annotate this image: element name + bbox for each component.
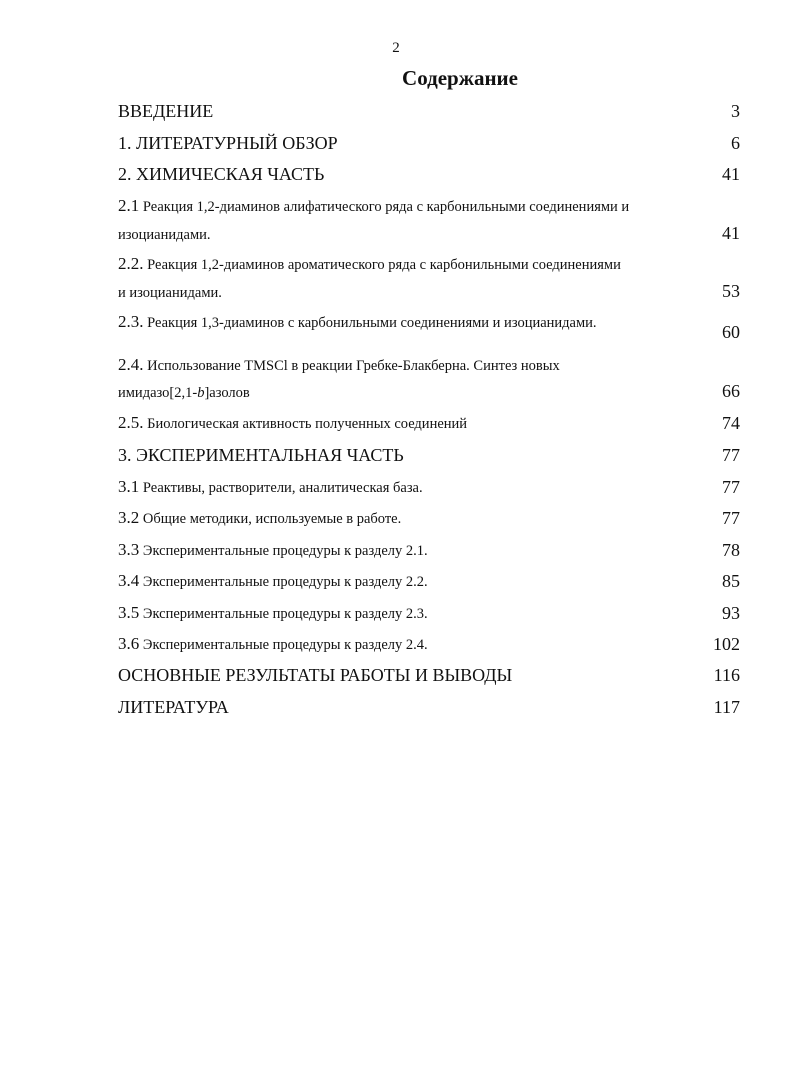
toc-entry-prefix: 3.5	[118, 603, 140, 622]
toc-entry-title-line-1	[118, 254, 621, 274]
toc-entry-page: 41	[722, 223, 740, 243]
toc-entry-title: 3. ЭКСПЕРИМЕНТАЛЬНАЯ ЧАСТЬ	[118, 445, 404, 465]
toc-entry-text: Общие методики, используемые в работе.	[139, 511, 402, 527]
toc-entry-text: Биологическая активность полученных соединений	[143, 416, 468, 432]
toc-entry-prefix: 2.1	[118, 196, 140, 215]
toc-entry-text: Реакция 1,2-диаминов ароматического ряда с карбонильными соединениями	[143, 257, 621, 273]
toc-entry-title-line-2: изоцианидами.	[118, 227, 211, 243]
toc-entry-prefix: 2.3.	[118, 312, 144, 331]
toc-entry-prefix: 3.3	[118, 540, 140, 559]
toc-entry-page: 78	[722, 540, 740, 560]
toc-entry-title-line-1	[118, 540, 428, 560]
toc-entry-title-line-1	[118, 571, 428, 591]
toc-entry-title-line-1	[118, 196, 629, 216]
toc-entry-page: 102	[713, 634, 740, 654]
toc-entry-title: 2. ХИМИЧЕСКАЯ ЧАСТЬ	[118, 164, 325, 184]
toc-entry-prefix: 3.1	[118, 477, 140, 496]
toc-entry-prefix: 2.4.	[118, 355, 144, 374]
toc-entry-title: ЛИТЕРАТУРА	[118, 697, 229, 717]
toc-entry-page: 117	[713, 697, 740, 717]
toc-entry-title-line-1	[118, 603, 428, 623]
toc-entry-title-line-1	[118, 634, 428, 654]
toc-entry-title-line-1	[118, 477, 423, 497]
toc-entry-text: Экспериментальные процедуры к разделу 2.2.	[139, 574, 428, 590]
toc-entry-prefix: 2.2.	[118, 254, 144, 273]
toc-entry-text: Экспериментальные процедуры к разделу 2.1.	[139, 543, 428, 559]
toc-entry-prefix: 2.5.	[118, 413, 144, 432]
toc-entry-page: 3	[731, 101, 740, 121]
toc-entry-text: ]азолов	[204, 385, 250, 401]
toc-entry-page: 60	[722, 322, 740, 342]
toc-entry-page: 66	[722, 381, 740, 401]
toc-entry-text: Экспериментальные процедуры к разделу 2.4.	[139, 637, 428, 653]
toc-entry-title: ОСНОВНЫЕ РЕЗУЛЬТАТЫ РАБОТЫ И ВЫВОДЫ	[118, 665, 513, 685]
toc-entry-page: 77	[722, 477, 740, 497]
toc-entry-title-line-1	[118, 312, 597, 332]
toc-entry-prefix: 3.6	[118, 634, 140, 653]
toc-entry-title-line-1	[118, 355, 560, 375]
toc-entry-page: 93	[722, 603, 740, 623]
toc-entry-text: Использование TMSCl в реакции Гребке-Блакберна. Синтез новых	[143, 358, 560, 374]
toc-entry-title: 1. ЛИТЕРАТУРНЫЙ ОБЗОР	[118, 133, 338, 153]
toc-entry-text: имидазо[2,1-	[118, 385, 198, 401]
toc-entry-page: 74	[722, 413, 740, 433]
toc-entry-text: Реактивы, растворители, аналитическая база.	[139, 480, 423, 496]
toc-entry-prefix: 3.2	[118, 508, 140, 527]
toc-entry-text: Реакция 1,2-диаминов алифатического ряда с карбонильными соединениями и	[139, 199, 630, 215]
toc-entry-page: 53	[722, 281, 740, 301]
toc-entry-page: 6	[731, 133, 740, 153]
toc-entry-text: Реакция 1,3-диаминов с карбонильными соединениями и изоцианидами.	[143, 315, 597, 331]
page-number: 2	[392, 40, 400, 56]
toc-entry-page: 41	[722, 164, 740, 184]
toc-entry-title: ВВЕДЕНИЕ	[118, 101, 214, 121]
toc-entry-prefix: 3.4	[118, 571, 140, 590]
toc-entry-title-line-2	[118, 385, 250, 402]
toc-entry-page: 77	[722, 445, 740, 465]
toc-entry-page: 85	[722, 571, 740, 591]
page-title: Содержание	[402, 66, 518, 90]
toc-entry-page: 77	[722, 508, 740, 528]
toc-entry-title-line-2: и изоцианидами.	[118, 285, 222, 301]
toc-entry-text: Экспериментальные процедуры к разделу 2.3.	[139, 606, 428, 622]
toc-entry-title-line-1	[118, 413, 467, 433]
toc-entry-italic: b	[197, 385, 205, 401]
toc-entry-page: 116	[713, 665, 740, 685]
toc-entry-title-line-1	[118, 508, 401, 528]
